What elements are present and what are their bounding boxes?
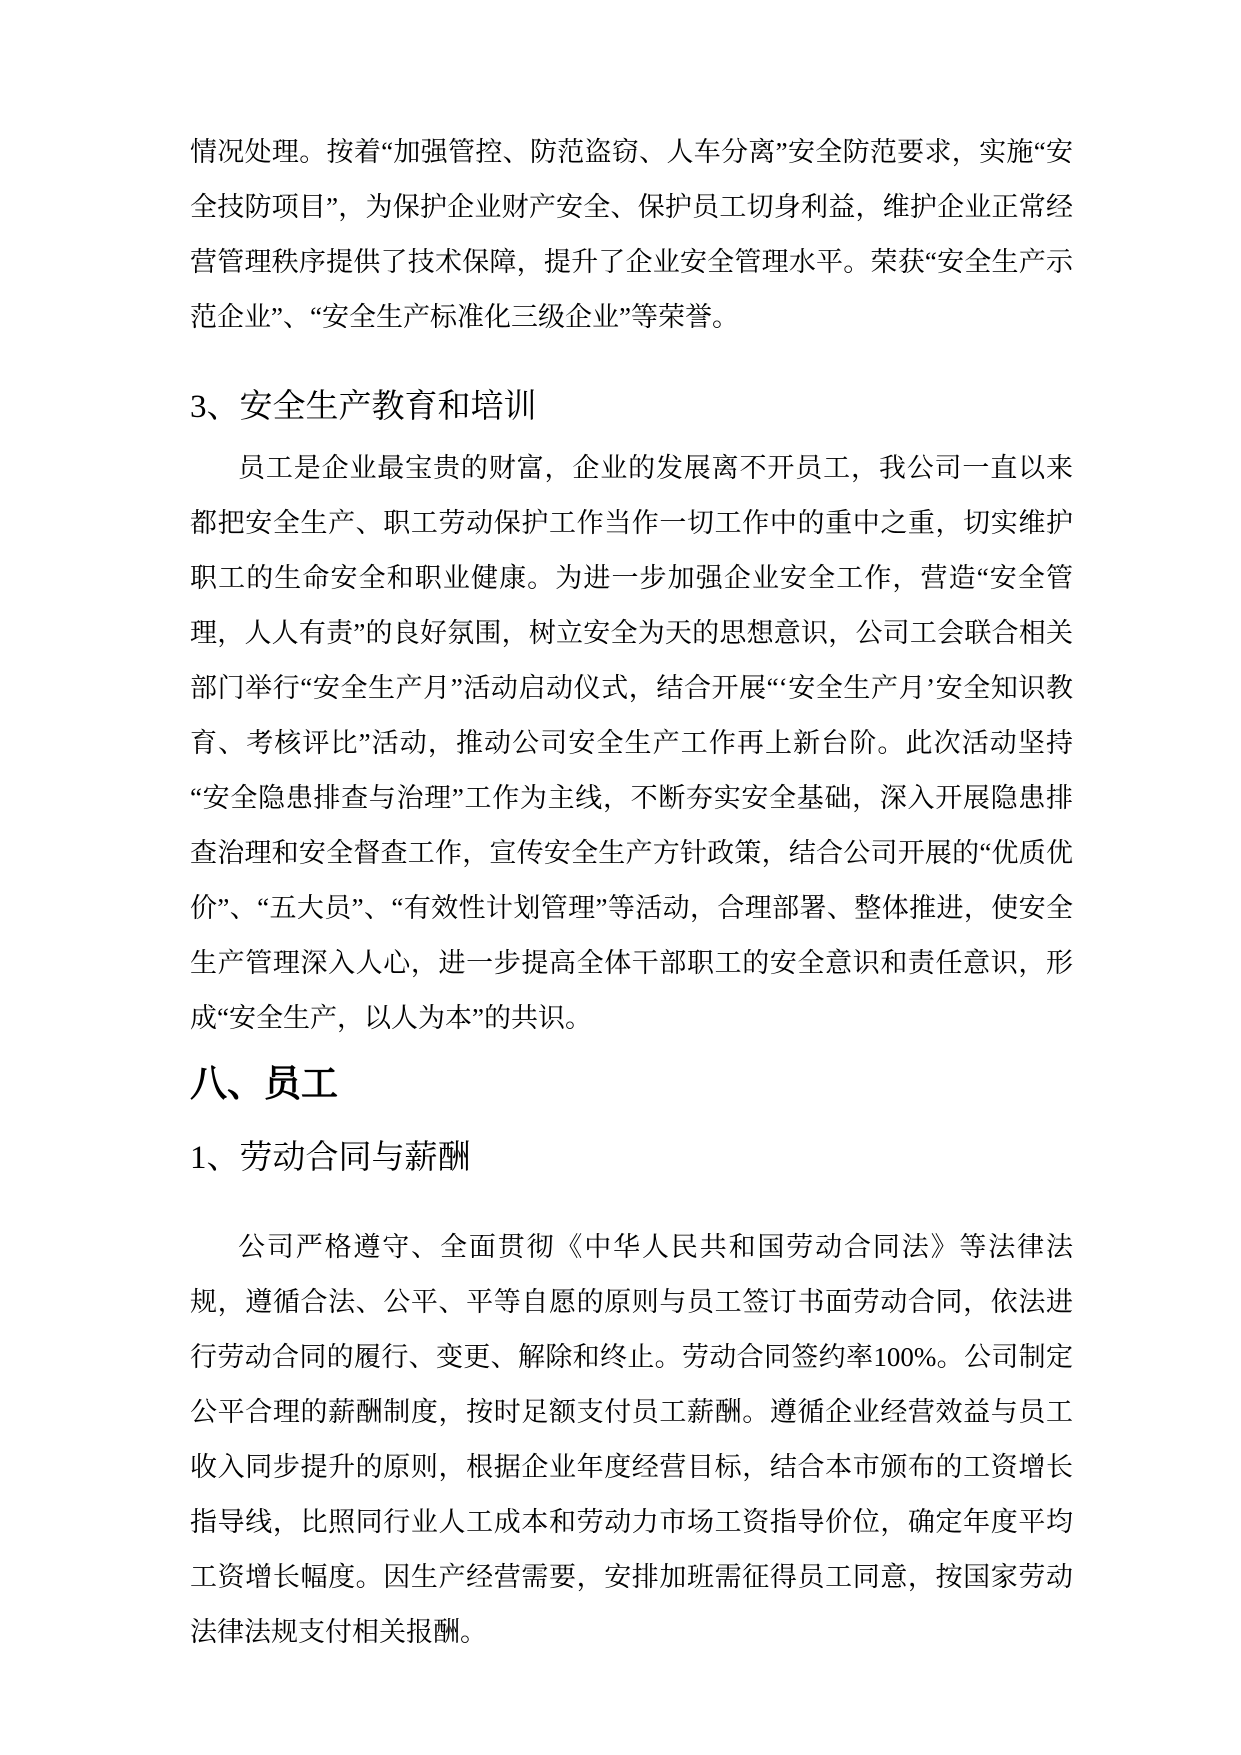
section-heading: 3、安全生产教育和培训 xyxy=(190,389,537,425)
document-content xyxy=(190,125,1073,1660)
body-paragraph: 公司严格遵守、全面贯彻《中华人民共和国劳动合同法》等法律法规，遵循合法、公平、平等自愿的原则与员工签订书面劳动合同，依法进行劳动合同的履行、变更、解除和终止。劳动合同签约率100%。公司制定公平合理的薪酬制度，按时足额支付员工薪酬。遵循企业经营效益与员工收入同步提升的原则，根据企业年度经营目标，结合本市颁布的工资增长指导线，比照同行业人工成本和劳动力市场工资指导价位，确定年度平均工资增长幅度。因生产经营需要，安排加班需征得员工同意，按国家劳动法律法规支付相关报酬。 xyxy=(190,1232,1073,1647)
body-paragraph: 员工是企业最宝贵的财富，企业的发展离不开员工，我公司一直以来都把安全生产、职工劳动保护工作当作一切工作中的重中之重，切实维护职工的生命安全和职业健康。为进一步加强企业安全工作，营造“安全管理，人人有责”的良好氛围，树立安全为天的思想意识，公司工会联合相关部门举行“安全生产月”活动启动仪式，结合开展“‘安全生产月’安全知识教育、考核评比”活动，推动公司安全生产工作再上新台阶。此次活动坚持“安全隐患排查与治理”工作为主线，不断夯实安全基础，深入开展隐患排查治理和安全督查工作，宣传安全生产方针政策，结合公司开展的“优质优价”、“五大员”、“有效性计划管理”等活动，合理部署、整体推进，使安全生产管理深入人心，进一步提高全体干部职工的安全意识和责任意识，形成“安全生产，以人为本”的共识。 xyxy=(190,453,1073,1033)
chapter-heading: 八、员工 xyxy=(190,1062,338,1105)
section-heading: 1、劳动合同与薪酬 xyxy=(190,1140,471,1176)
body-paragraph: 情况处理。按着“加强管控、防范盗窃、人车分离”安全防范要求，实施“安全技防项目”，为保护企业财产安全、保护员工切身利益，维护企业正常经营管理秩序提供了技术保障，提升了企业安全管理水平。荣获“安全生产示范企业”、“安全生产标准化三级企业”等荣誉。 xyxy=(190,137,1073,332)
